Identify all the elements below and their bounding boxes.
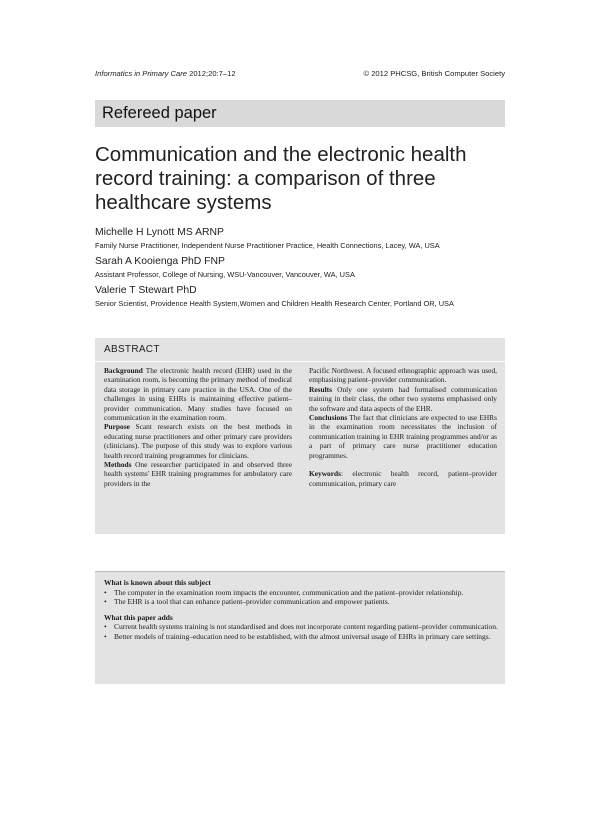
- adds-heading: What this paper adds: [104, 612, 173, 622]
- abstract-column-right: [309, 366, 497, 488]
- methods-label: Methods: [104, 460, 132, 470]
- title-line: healthcare systems: [95, 191, 272, 214]
- adds-list: [104, 622, 498, 641]
- results-text: Only one system had formalised communication training in their class, the other two systems emphasised only the software and data aspects of the EHR.: [309, 384, 497, 413]
- purpose-text: Scant research exists on the best methods in educating nurse practitioners and other primary care providers (clinicians). The purpose of this study was to explore various health record training programmes for clinicians.: [104, 422, 292, 460]
- paper-title: [95, 143, 515, 215]
- bullet-icon: •: [104, 587, 107, 597]
- keywords-label: Keywords: [309, 469, 342, 479]
- bullet-icon: •: [104, 631, 107, 641]
- list-item: [104, 622, 498, 632]
- abstract-purpose: [104, 422, 292, 460]
- author-name: Sarah A Kooienga PhD FNP: [95, 256, 225, 267]
- abstract-keywords: [309, 469, 497, 488]
- list-item: [104, 632, 498, 642]
- author-list: [95, 227, 515, 314]
- keywords-text: : electronic health record, patient–provider communication, primary care: [309, 469, 497, 488]
- journal-citation: [95, 69, 236, 78]
- abstract-methods: [104, 460, 292, 488]
- abstract-conclusions: [309, 413, 497, 460]
- known-list: [104, 588, 498, 607]
- results-label: Results: [309, 384, 332, 394]
- list-item: [104, 588, 498, 598]
- bullet-icon: •: [104, 597, 107, 607]
- author-name: Michelle H Lynott MS ARNP: [95, 227, 224, 238]
- list-item-text: Better models of training–education need to be established, with the almost universal usage of EHRs in primary care settings.: [114, 631, 491, 641]
- list-item-text: Current health systems training is not standardised and does not incorporate content regarding patient–provider communication.: [114, 622, 498, 632]
- author-entry: [95, 227, 515, 256]
- author-affiliation: Assistant Professor, College of Nursing, WSU-Vancouver, Vancouver, WA, USA: [95, 270, 355, 279]
- abstract-results: [309, 385, 497, 413]
- conclusions-label: Conclusions: [309, 413, 348, 423]
- known-heading: What is known about this subject: [104, 578, 211, 587]
- conclusions-text: The fact that clinicians are expected to use EHRs in the examination room necessitates the inclusion of communication training in EHR training programmes and/or as a part of primary care nurse practitioner education programmes.: [309, 413, 497, 460]
- journal-name: Informatics in Primary Care: [95, 69, 187, 78]
- copyright-notice: © 2012 PHCSG, British Computer Society: [363, 69, 505, 78]
- purpose-label: Purpose: [104, 422, 130, 432]
- abstract-methods-continued: Pacific Northwest. A focused ethnographic approach was used, emphasising patient–provider communication.: [309, 366, 497, 385]
- author-affiliation: Family Nurse Practitioner, Independent Nurse Practitioner Practice, Health Connections, Lacey, WA, USA: [95, 241, 440, 250]
- running-head: [95, 69, 505, 81]
- abstract-background: [104, 366, 292, 422]
- background-text: The electronic health record (EHR) used in the examination room, is becoming the primary method of medical data storage in primary care practice in the USA. One of the challenges in using EHRs is maintaining effective patient–provider communication. Many studies have focused on communication in the examination room.: [104, 366, 292, 423]
- section-band: [95, 100, 505, 127]
- abstract-column-left: [104, 366, 292, 488]
- title-line: Communication and the electronic health: [95, 143, 467, 166]
- author-entry: [95, 285, 515, 314]
- bullet-icon: •: [104, 622, 107, 632]
- author-entry: [95, 256, 515, 285]
- summary-box: [95, 571, 505, 684]
- list-item-text: The computer in the examination room impacts the encounter, communication and the patient–provider relationship.: [114, 587, 464, 597]
- author-affiliation: Senior Scientist, Providence Health System,Women and Children Health Research Center, Portland OR, USA: [95, 299, 454, 308]
- author-name: Valerie T Stewart PhD: [95, 285, 197, 296]
- abstract-heading: ABSTRACT: [104, 344, 160, 355]
- list-item: [104, 597, 498, 607]
- abstract-box: [95, 338, 505, 534]
- summary-content: [104, 578, 498, 642]
- title-line: record training: a comparison of three: [95, 167, 436, 190]
- background-label: Background: [104, 366, 143, 375]
- methods-text: One researcher participated in and observed three health systems' EHR training programmes for ambulatory care providers in the: [104, 460, 292, 488]
- list-item-text: The EHR is a tool that can enhance patient–provider communication and empower patients.: [114, 597, 390, 607]
- citation-volume: 2012;20:7–12: [187, 69, 236, 78]
- section-label: Refereed paper: [102, 104, 217, 122]
- abstract-divider: [95, 361, 505, 362]
